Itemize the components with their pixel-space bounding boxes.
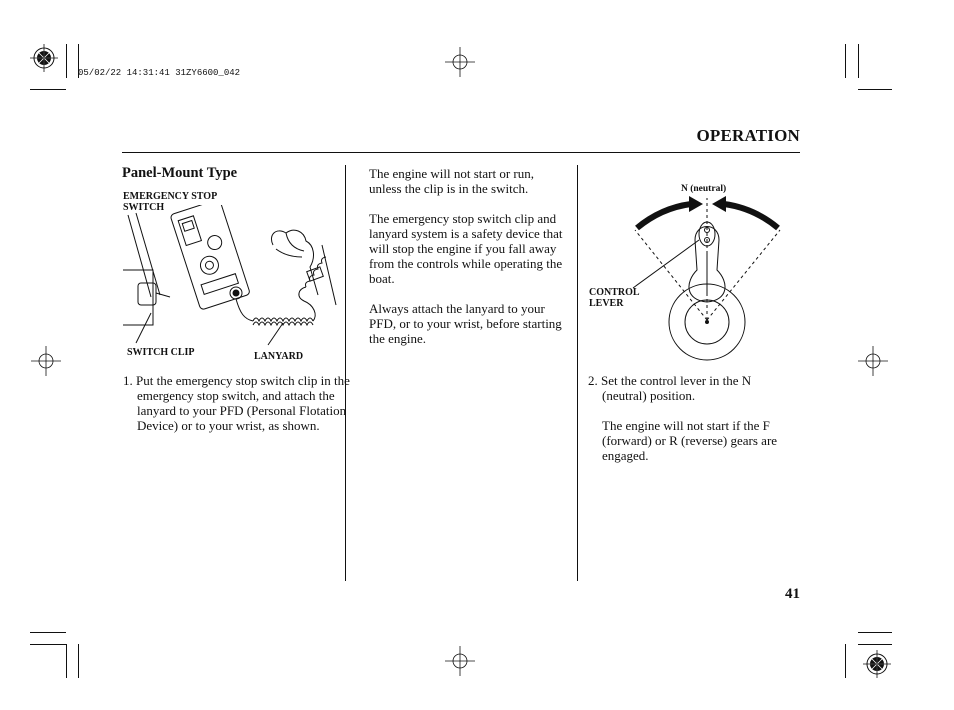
- right-column-text: [588, 373, 798, 463]
- middle-column: [369, 166, 565, 346]
- step-2-text: 2. Set the control lever in the N (neutral) position.: [588, 373, 752, 403]
- step-1-text: 1. Put the emergency stop switch clip in the emergency stop switch, and attach the lanyard to your PFD (Personal Flotation Device) or to your wrist, as shown.: [123, 373, 350, 433]
- starburst-mark-bottom-right: [863, 650, 891, 678]
- paragraph-safety-device: The emergency stop switch clip and lanyard system is a safety device that will stop the engine if you fall away from the controls while operating the boat.: [369, 211, 563, 286]
- crosshair-mark-right: [858, 346, 888, 376]
- crosshair-mark-bottom: [445, 646, 475, 676]
- crosshair-mark-top: [445, 47, 475, 77]
- panel-mount-heading: Panel-Mount Type: [122, 165, 238, 181]
- column-divider-2: [577, 165, 578, 581]
- switch-clip-label: SWITCH CLIP: [127, 347, 195, 358]
- paragraph-attach-lanyard: Always attach the lanyard to your PFD, or to your wrist, before starting the engine.: [369, 301, 562, 346]
- header-rule: [122, 152, 800, 153]
- page-number: 41: [785, 586, 800, 602]
- neutral-label: N (neutral): [681, 184, 727, 194]
- paragraph-clip-required: The engine will not start or run, unless the clip is in the switch.: [369, 166, 534, 196]
- crosshair-mark-left: [31, 346, 61, 376]
- emergency-stop-switch-label: EMERGENCY STOP SWITCH: [123, 191, 218, 213]
- panel-mount-illustration: [118, 205, 343, 350]
- lanyard-label: LANYARD: [254, 351, 304, 362]
- starburst-mark-top-left: [30, 44, 58, 72]
- gear-note-text: The engine will not start if the F (forward) or R (reverse) gears are engaged.: [602, 418, 778, 463]
- control-lever-label: CONTROL LEVER: [589, 287, 640, 309]
- control-lever-illustration: [625, 190, 790, 365]
- print-stamp: 05/02/22 14:31:41 31ZY6600_042: [78, 68, 241, 78]
- section-title: OPERATION: [696, 126, 800, 145]
